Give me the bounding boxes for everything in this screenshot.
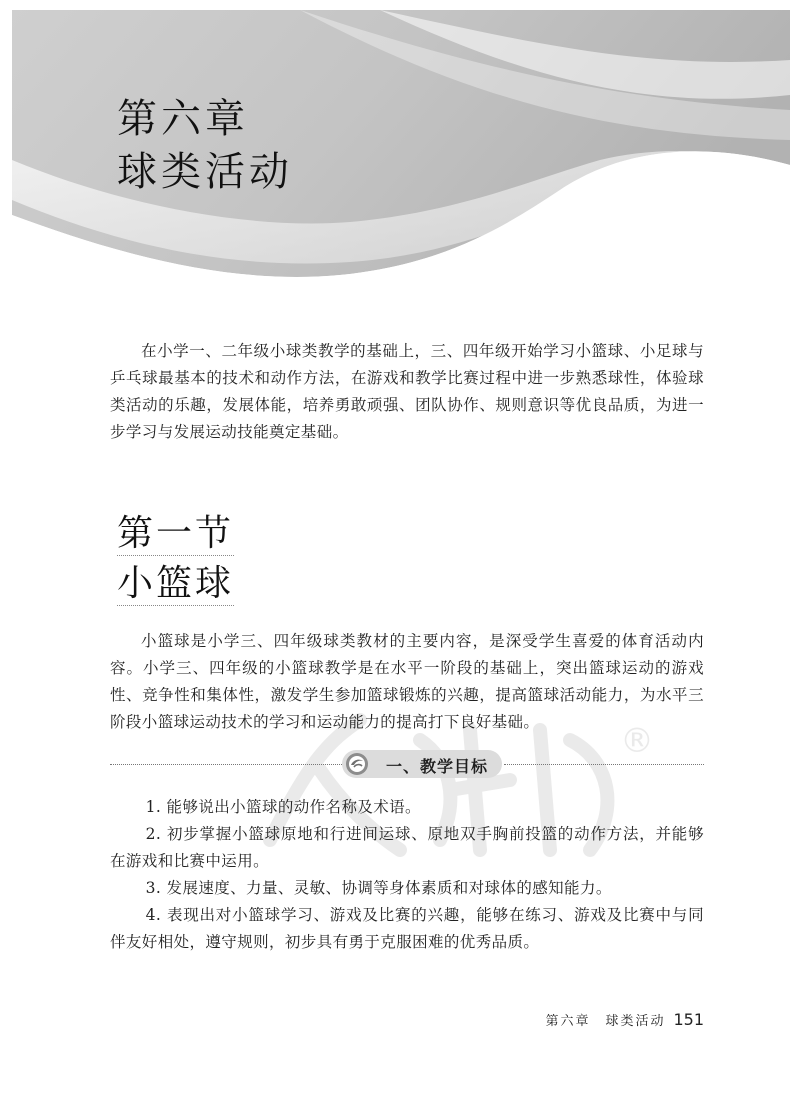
section-title: 小篮球 — [117, 563, 235, 604]
objectives-heading: 一、教学目标 — [386, 757, 489, 776]
objective-item-3: 3. 发展速度、力量、灵敏、协调等身体素质和对球体的感知能力。 — [145, 879, 612, 897]
objectives-heading-badge — [342, 750, 502, 778]
page-number: 151 — [673, 1010, 704, 1029]
chapter-label: 第六章 — [117, 96, 249, 142]
heading-divider-right — [504, 764, 704, 765]
footer-chapter-title: 第六章 球类活动 — [545, 1014, 666, 1029]
page-footer — [545, 1010, 704, 1029]
section-marker-icon — [345, 752, 369, 776]
heading-divider-left — [110, 764, 342, 765]
objective-item-2: 2. 初步掌握小篮球原地和行进间运球、原地双手胸前投篮的动作方法，并能够在游戏和比赛中运用。 — [110, 825, 704, 870]
registered-mark: ® — [620, 721, 654, 761]
section-label: 第一节 — [117, 513, 235, 554]
section-intro-paragraph: 小篮球是小学三、四年级球类教材的主要内容，是深受学生喜爱的体育活动内容。小学三、四年级的小篮球教学是在水平一阶段的基础上，突出篮球运动的游戏性、竞争性和集体性，激发学生参加篮球锻炼的兴趣，提高篮球活动能力，为水平三阶段小篮球运动技术的学习和运动能力的提高打下良好基础。 — [110, 632, 704, 731]
objective-item-1: 1. 能够说出小篮球的动作名称及术语。 — [145, 798, 421, 816]
chapter-intro-paragraph: 在小学一、二年级小球类教学的基础上，三、四年级开始学习小篮球、小足球与乒乓球最基本的技术和动作方法，在游戏和教学比赛过程中进一步熟悉球性，体验球类活动的乐趣，发展体能，培养勇敢顽强、团队协作、规则意识等优良品质，为进一步学习与发展运动技能奠定基础。 — [110, 342, 704, 441]
objective-item-4: 4. 表现出对小篮球学习、游戏及比赛的兴趣，能够在练习、游戏及比赛中与同伴友好相处，遵守规则，初步具有勇于克服困难的优秀品质。 — [110, 906, 704, 951]
chapter-title: 球类活动 — [117, 149, 293, 195]
